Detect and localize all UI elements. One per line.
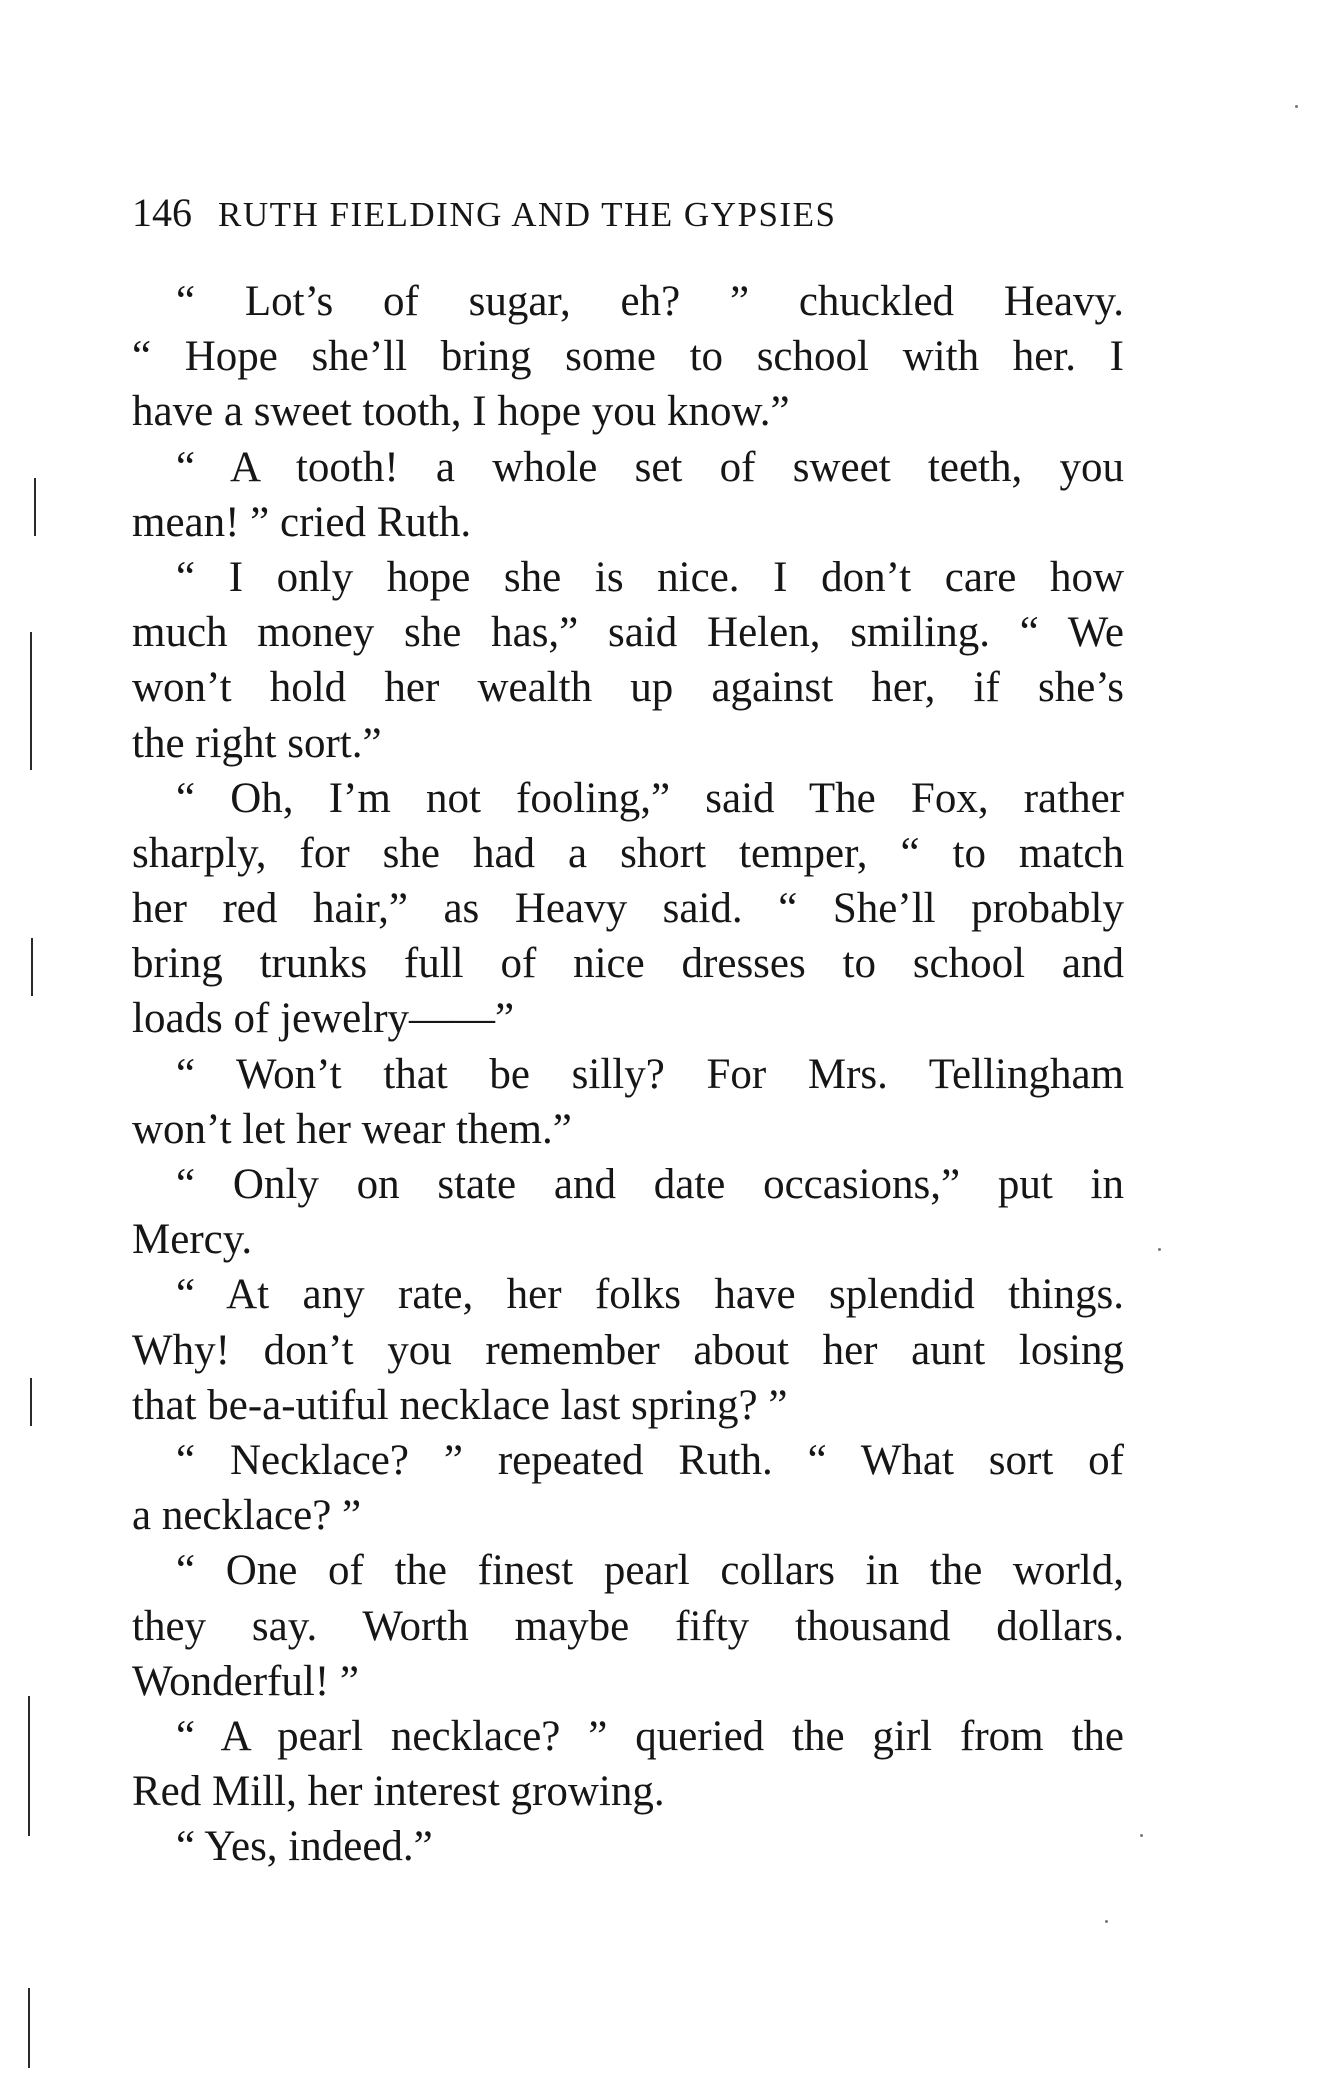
text-line: “ At any rate, her folks have splendid things. (176, 1271, 1124, 1319)
scan-speck (1158, 1248, 1161, 1251)
text-line: “ Only on state and date occasions,” put in (176, 1161, 1124, 1208)
text-line: “ A tooth! a whole set of sweet teeth, you (176, 443, 1124, 491)
text-line: sharply, for she had a short temper, “ to match (132, 829, 1124, 877)
text-line: won’t hold her wealth up against her, if she’s (132, 664, 1124, 712)
text-line: loads of jewelry——” (132, 995, 515, 1043)
text-line: that be-a-utiful necklace last spring? ” (132, 1381, 788, 1429)
text-line: Wonderful! ” (132, 1657, 359, 1705)
text-line: have a sweet tooth, I hope you know.” (132, 388, 790, 436)
text-line: Red Mill, her interest growing. (132, 1768, 665, 1816)
scan-edge-mark (30, 1378, 32, 1426)
text-line: “ Yes, indeed.” (176, 1823, 433, 1871)
scan-edge-mark (34, 478, 36, 536)
scan-speck (1105, 1920, 1108, 1923)
page-body-text (132, 274, 1124, 1874)
text-line: the right sort.” (132, 719, 382, 767)
text-line: “ Hope she’ll bring some to school with her. I (132, 333, 1124, 381)
scan-speck (1295, 105, 1298, 108)
text-line: much money she has,” said Helen, smiling. “ We (132, 609, 1124, 657)
text-line: “ Oh, I’m not fooling,” said The Fox, rather (176, 774, 1124, 822)
scan-edge-mark (30, 632, 32, 770)
text-line: “ One of the finest pearl collars in the world, (176, 1547, 1124, 1595)
running-title: RUTH FIELDING AND THE GYPSIES (218, 195, 837, 234)
scan-edge-mark (28, 1696, 30, 1836)
running-header (132, 190, 1132, 238)
text-line: “ A pearl necklace? ” queried the girl from the (176, 1712, 1124, 1760)
text-line: mean! ” cried Ruth. (132, 498, 472, 546)
scan-edge-mark (28, 1988, 30, 2068)
text-line: they say. Worth maybe fifty thousand dollars. (132, 1602, 1124, 1650)
scan-edge-mark (31, 938, 33, 996)
text-line: her red hair,” as Heavy said. “ She’ll probably (132, 885, 1124, 933)
text-line: Mercy. (132, 1216, 253, 1264)
text-line: bring trunks full of nice dresses to school and (132, 940, 1124, 988)
text-line: a necklace? ” (132, 1492, 362, 1540)
text-line: “ Necklace? ” repeated Ruth. “ What sort of (176, 1436, 1124, 1484)
text-line: “ I only hope she is nice. I don’t care how (176, 553, 1124, 601)
scan-speck (1140, 1834, 1143, 1837)
text-line: Why! don’t you remember about her aunt losing (132, 1326, 1124, 1374)
text-line: won’t let her wear them.” (132, 1105, 572, 1153)
page-number: 146 (132, 190, 192, 235)
text-line: “ Lot’s of sugar, eh? ” chuckled Heavy. (176, 278, 1124, 325)
text-line: “ Won’t that be silly? For Mrs. Tellingham (176, 1050, 1124, 1098)
